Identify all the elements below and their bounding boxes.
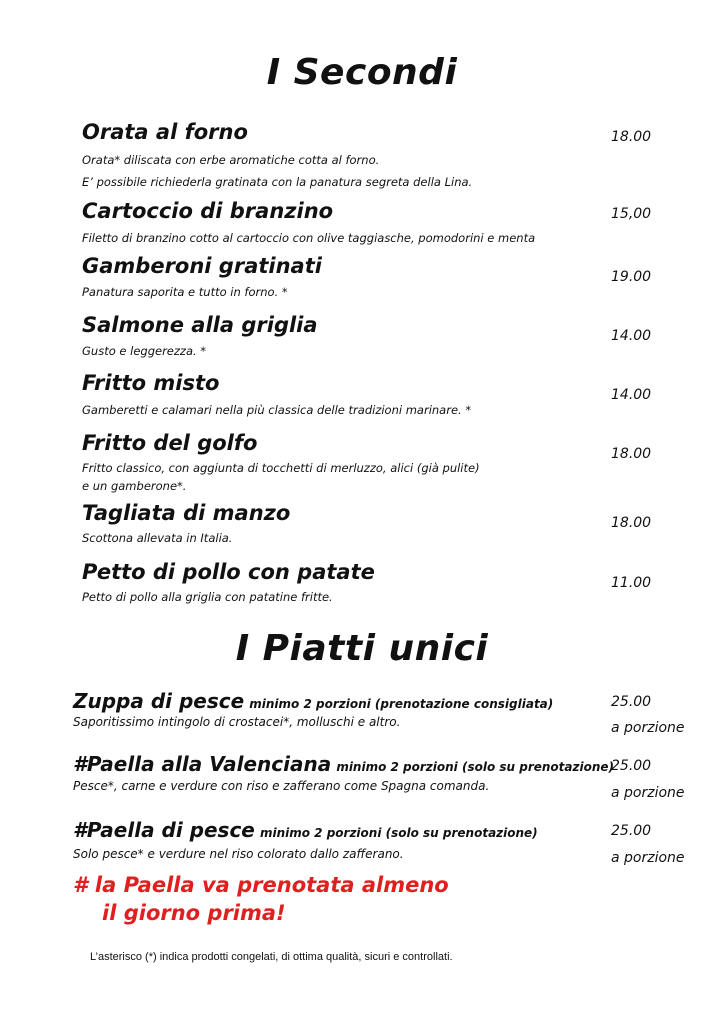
dish-name: Tagliata di manzo <box>82 501 291 525</box>
dish-name: #Paella di pesce <box>73 818 255 842</box>
warning-line: il giorno prima! <box>102 901 286 925</box>
dish-price: 25.00 <box>611 758 652 774</box>
dish-description: E’ possibile richiederla gratinata con la panatura segreta della Lina. <box>82 175 473 189</box>
dish-note: minimo 2 porzioni (solo su prenotazione) <box>336 760 615 774</box>
dish-price: 19.00 <box>611 269 652 285</box>
dish-description: e un gamberone*. <box>82 479 187 493</box>
dish-description: Gusto e leggerezza. * <box>82 344 207 358</box>
dish-name: Salmone alla griglia <box>82 313 318 337</box>
dish-price-unit: a porzione <box>611 785 685 801</box>
dish-description: Panatura saporita e tutto in forno. * <box>82 285 288 299</box>
dish-price-unit: a porzione <box>611 720 685 736</box>
dish-price-unit: a porzione <box>611 850 685 866</box>
dish-description: Saporitissimo intingolo di crostacei*, molluschi e altro. <box>73 715 401 729</box>
dish-name: Gamberoni gratinati <box>82 254 322 278</box>
dish-note: minimo 2 porzioni (prenotazione consigliata) <box>249 697 554 711</box>
dish-price: 18.00 <box>611 515 652 531</box>
paella-booking-warning <box>73 871 449 927</box>
dish-name: #Paella alla Valenciana <box>73 752 332 776</box>
dish-name: Orata al forno <box>82 120 248 144</box>
dish-price: 18.00 <box>611 129 652 145</box>
warning-line: # la Paella va prenotata almeno <box>73 873 449 897</box>
asterisk-footnote: L’asterisco (*) indica prodotti congelati, di ottima qualità, sicuri e controllati. <box>90 951 453 963</box>
dish-description: Scottona allevata in Italia. <box>82 531 233 545</box>
dish-name: Fritto misto <box>82 371 220 395</box>
dish-description: Gamberetti e calamari nella più classica delle tradizioni marinare. * <box>82 403 472 417</box>
dish-description: Petto di pollo alla griglia con patatine fritte. <box>82 590 333 604</box>
dish-description: Pesce*, carne e verdure con riso e zafferano come Spagna comanda. <box>73 779 490 793</box>
section-title-secondi: I Secondi <box>266 52 458 93</box>
dish-name: Petto di pollo con patate <box>82 560 375 584</box>
dish-price: 15,00 <box>611 206 652 222</box>
dish-description: Solo pesce* e verdure nel riso colorato dallo zafferano. <box>73 847 404 861</box>
dish-description: Orata* diliscata con erbe aromatiche cotta al forno. <box>82 153 380 167</box>
dish-price: 11.00 <box>611 575 652 591</box>
dish-price: 14.00 <box>611 328 652 344</box>
section-title-piatti-unici: I Piatti unici <box>235 628 489 669</box>
dish-note: minimo 2 porzioni (solo su prenotazione) <box>259 826 538 840</box>
dish-description: Filetto di branzino cotto al cartoccio con olive taggiasche, pomodorini e menta <box>82 231 536 245</box>
dish-price: 18.00 <box>611 446 652 462</box>
dish-name-line <box>73 752 614 776</box>
dish-description: Fritto classico, con aggiunta di tocchetti di merluzzo, alici (già pulite) <box>82 461 480 475</box>
dish-price: 25.00 <box>611 823 652 839</box>
dish-name: Zuppa di pesce <box>73 689 245 713</box>
dish-price: 25.00 <box>611 694 652 710</box>
dish-name: Cartoccio di branzino <box>82 199 334 223</box>
dish-name-line <box>73 689 553 713</box>
dish-price: 14.00 <box>611 387 652 403</box>
dish-name: Fritto del golfo <box>82 431 258 455</box>
dish-name-line <box>73 818 538 842</box>
